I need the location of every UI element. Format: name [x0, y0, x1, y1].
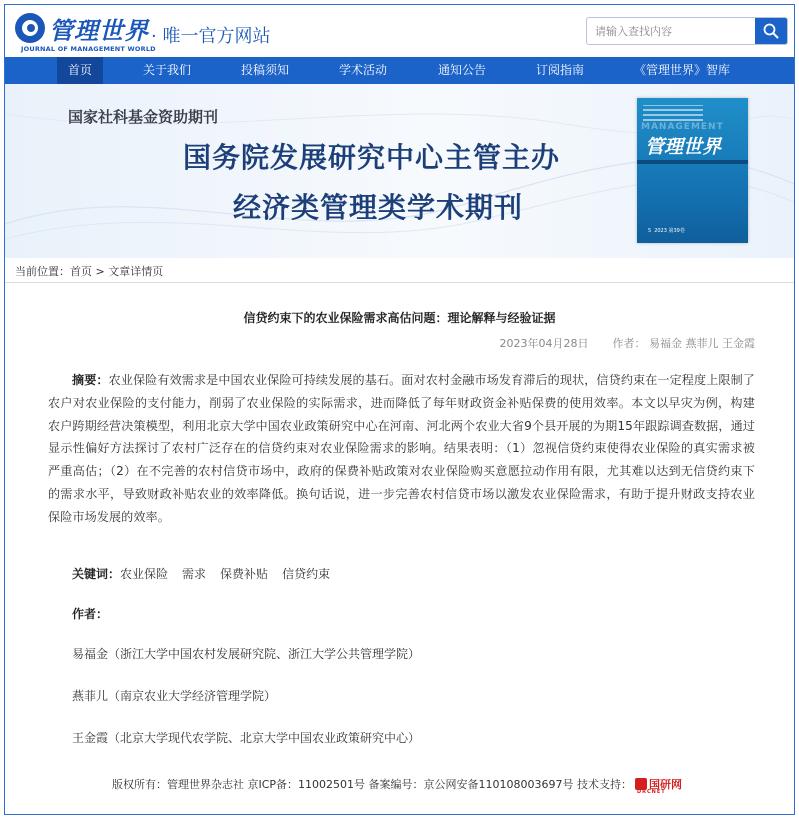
main-nav: [5, 57, 794, 84]
drcnet-logo-en: DRCNET: [637, 789, 666, 795]
authors-label: 作者：: [72, 607, 109, 621]
logo-emblem-icon: [15, 13, 45, 43]
nav-subscription[interactable]: 订阅指南: [535, 63, 584, 77]
search-box: [586, 17, 788, 45]
search-button[interactable]: [755, 18, 787, 44]
hero-banner: [5, 84, 794, 258]
journal-cover-image: [637, 98, 748, 243]
keyword-link[interactable]: 保费补贴: [220, 567, 269, 581]
nav-academic-events[interactable]: 学术活动: [338, 63, 387, 77]
article-authors-meta: 作者： 易福金 燕菲儿 王金霞: [612, 337, 755, 350]
logo-text-en: JOURNAL OF MANAGEMENT WORLD: [21, 45, 156, 53]
keyword-link[interactable]: 农业保险: [120, 567, 169, 581]
breadcrumb-current: 文章详情页: [108, 265, 164, 278]
nav-announcements[interactable]: 通知公告: [437, 63, 486, 77]
nav-about[interactable]: 关于我们: [142, 63, 191, 77]
site-logo[interactable]: [15, 11, 156, 55]
logo-text-cn: 管理世界: [49, 16, 149, 45]
cover-stripe: [637, 160, 748, 164]
nav-home[interactable]: 首页: [57, 57, 103, 84]
article-title: 信贷约束下的农业保险需求高估问题：理论解释与经验证据: [243, 311, 556, 325]
official-site-tag: · 唯一官方网站: [151, 26, 271, 47]
cover-issue-number: 5: [648, 228, 652, 234]
author-item: 燕菲儿（南京农业大学经济管理学院）: [72, 689, 277, 703]
cover-header-lines: [643, 105, 703, 121]
site-footer: [5, 775, 794, 795]
article-abstract: [48, 369, 755, 529]
keywords-row: [72, 565, 344, 582]
nav-submission[interactable]: 投稿须知: [240, 63, 289, 77]
author-item: 王金霞（北京大学现代农学院、北京大学中国农业政策研究中心）: [72, 731, 421, 745]
abstract-text: 农业保险有效需求是中国农业保险可持续发展的基石。面对农村金融市场发育滞后的现状，信贷约束在一定程度上限制了农户对农业保险的支付能力，削弱了农业保险的实际需求，进而降低了每年财政资金补贴保费的使用效率。本文以早灾为例，构建农户跨期经营决策模型，利用北京大学中国农业政策研究中心在河南、河北两个农业大省9个县开展的为期15年跟踪调查数据，通过显示性偏好方法探讨了农村广泛存在的信贷约束对农业保险需求的影响。结果表明：（1）忽视信贷约束使得农业保险的真实需求被严重高估；（2）在不完善的农村信贷市场中，政府的保费补贴政策对农业保险购买意愿拉动作用有限，尤其难以达到无信贷约束下的需求水平，导致财政补贴农业的效率降低。换句话说，进一步完善农村信贷市场以激发农业保险需求，有助于提升财政支持农业保险市场发展的效率。: [48, 373, 755, 524]
breadcrumb-home-link[interactable]: 首页: [70, 265, 92, 278]
breadcrumb: [15, 263, 163, 279]
keywords-label: 关键词：: [72, 567, 121, 581]
search-icon: [763, 23, 779, 39]
author-item: 易福金（浙江大学中国农村发展研究院、浙江大学公共管理学院）: [72, 647, 421, 661]
article-date: 2023年04月28日: [499, 337, 589, 350]
article-meta: [500, 335, 756, 351]
drcnet-logo-text: 国研网: [649, 778, 683, 791]
cover-en-title: MANAGEMENT: [641, 122, 724, 132]
banner-headline-2: 经济类管理类学术期刊: [233, 191, 524, 224]
breadcrumb-divider: [5, 282, 794, 283]
cover-issue-text: 2023 第39卷: [654, 228, 685, 234]
breadcrumb-separator: >: [92, 265, 109, 278]
banner-subtitle: 国家社科基金资助期刊: [68, 108, 219, 126]
breadcrumb-prefix: 当前位置：: [15, 265, 70, 278]
cover-title: 管理世界: [645, 136, 722, 158]
page-frame: [4, 4, 795, 815]
site-header: [5, 5, 794, 57]
abstract-label: 摘要：: [72, 373, 109, 387]
footer-copyright: 版权所有：管理世界杂志社 京ICP备：11002501号 备案编号：京公网安备110108003697号 技术支持：: [111, 778, 633, 791]
cover-issue: [645, 224, 685, 235]
keyword-link[interactable]: 信贷约束: [282, 567, 331, 581]
search-input[interactable]: [587, 18, 755, 44]
banner-headline-1: 国务院发展研究中心主管主办: [183, 141, 561, 174]
keyword-link[interactable]: 需求: [182, 567, 207, 581]
drcnet-logo[interactable]: [635, 775, 687, 795]
nav-think-tank[interactable]: 《管理世界》智库: [633, 63, 730, 77]
